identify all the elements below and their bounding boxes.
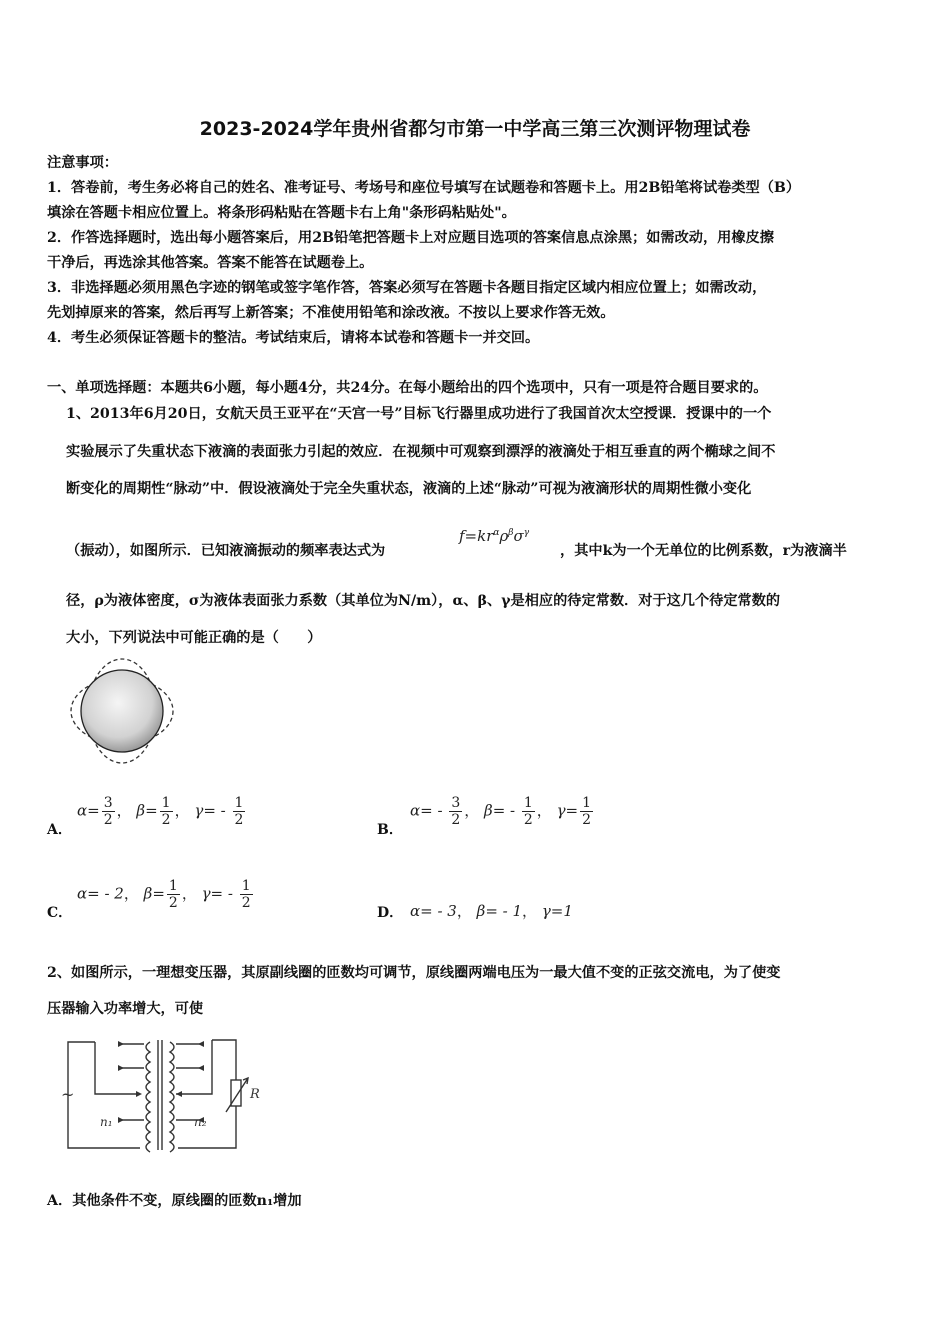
primary-wire [68, 1042, 140, 1148]
droplet-circle [81, 670, 163, 752]
option-c-label: C． [47, 905, 73, 921]
r-label: R [250, 1087, 260, 1102]
notice-heading: 注意事项： [47, 155, 118, 171]
transformer-figure [52, 1034, 277, 1154]
q2-option-a: A．其他条件不变，原线圈的匝数n₁增加 [47, 1193, 302, 1209]
page-title: 2023-2024学年贵州省都匀市第一中学高三第三次测评物理试卷 [199, 118, 751, 140]
secondary-coil [170, 1042, 174, 1152]
option-d-formula: α= - 3， β= - 1， γ=1 [410, 902, 573, 920]
q1-line-4a: （振动），如图所示．已知液滴振动的频率表达式为 [66, 543, 386, 559]
notice-line-5: 3．非选择题必须用黑色字迹的钢笔或签字笔作答，答案必须写在答题卡各题目指定区域内相应位置上；如需改动， [47, 280, 767, 296]
frequency-formula: $f=kr^\alpha\rho^\beta\sigma^\gamma$ [459, 527, 530, 545]
q1-line-3: 断变化的周期性“脉动”中．假设液滴处于完全失重状态，液滴的上述“脉动”可视为液滴形状的周期性微小变化 [66, 481, 752, 497]
notice-line-6: 先划掉原来的答案，然后再写上新答案；不准使用铅笔和涂改液。不按以上要求作答无效。 [47, 305, 615, 321]
n1-label: n₁ [100, 1115, 113, 1129]
droplet-figure [64, 655, 180, 767]
q1-line-2: 实验展示了失重状态下液滴的表面张力引起的效应．在视频中可观察到漂浮的液滴处于相互垂直的两个椭球之间不 [66, 444, 776, 460]
q1-line-4b: ，其中k为一个无单位的比例系数，r为液滴半 [560, 543, 847, 559]
q2-line-2: 压器输入功率增大，可使 [47, 1001, 204, 1017]
ac-source-symbol: ~ [61, 1085, 75, 1104]
option-a-label: A． [47, 822, 72, 838]
n2-label: n₂ [194, 1115, 207, 1129]
option-b-label: B． [377, 822, 403, 838]
notice-line-7: 4．考生必须保证答题卡的整洁。考试结束后，请将本试卷和答题卡一并交回。 [47, 330, 540, 346]
option-b-formula: α= - $\frac{3}{2}$ ， β= - $\frac{1}{2}$ ， γ= $\frac{1}{2}$ [410, 795, 592, 828]
option-d-label: D． [377, 905, 404, 921]
notice-line-2: 填涂在答题卡相应位置上。将条形码粘贴在答题卡右上角"条形码粘贴处"。 [47, 205, 516, 221]
section-heading: 一、单项选择题：本题共6小题，每小题4分，共24分。在每小题给出的四个选项中，只有一项是符合题目要求的。 [47, 380, 768, 396]
notice-line-1: 1．答卷前，考生务必将自己的姓名、准考证号、考场号和座位号填写在试题卷和答题卡上。用2B铅笔将试卷类型（B） [47, 180, 801, 196]
q1-line-6: 大小，下列说法中可能正确的是（ ） [66, 630, 322, 646]
q1-line-1: 1、2013年6月20日，女航天员王亚平在“天宫一号”目标飞行器里成功进行了我国首次太空授课．授课中的一个 [66, 406, 772, 422]
option-c-formula: α= - 2， β= $\frac{1}{2}$ ， γ= - $\frac{1}{2}$ [77, 878, 251, 911]
option-a-formula: α= $\frac{3}{2}$ ， β= $\frac{1}{2}$ ， γ= - $\frac{1}{2}$ [77, 795, 244, 828]
notice-line-3: 2．作答选择题时，选出每小题答案后，用2B铅笔把答题卡上对应题目选项的答案信息点涂黑；如需改动，用橡皮擦 [47, 230, 774, 246]
notice-line-4: 干净后，再选涂其他答案。答案不能答在试题卷上。 [47, 255, 374, 271]
primary-coil [146, 1042, 150, 1152]
q1-line-5: 径，ρ为液体密度，σ为液体表面张力系数（其单位为N/m），α、β、γ是相应的待定常数．对于这几个待定常数的 [66, 593, 781, 609]
q2-line-1: 2、如图所示，一理想变压器，其原副线圈的匝数均可调节，原线圈两端电压为一最大值不变的正弦交流电，为了使变 [47, 965, 781, 981]
